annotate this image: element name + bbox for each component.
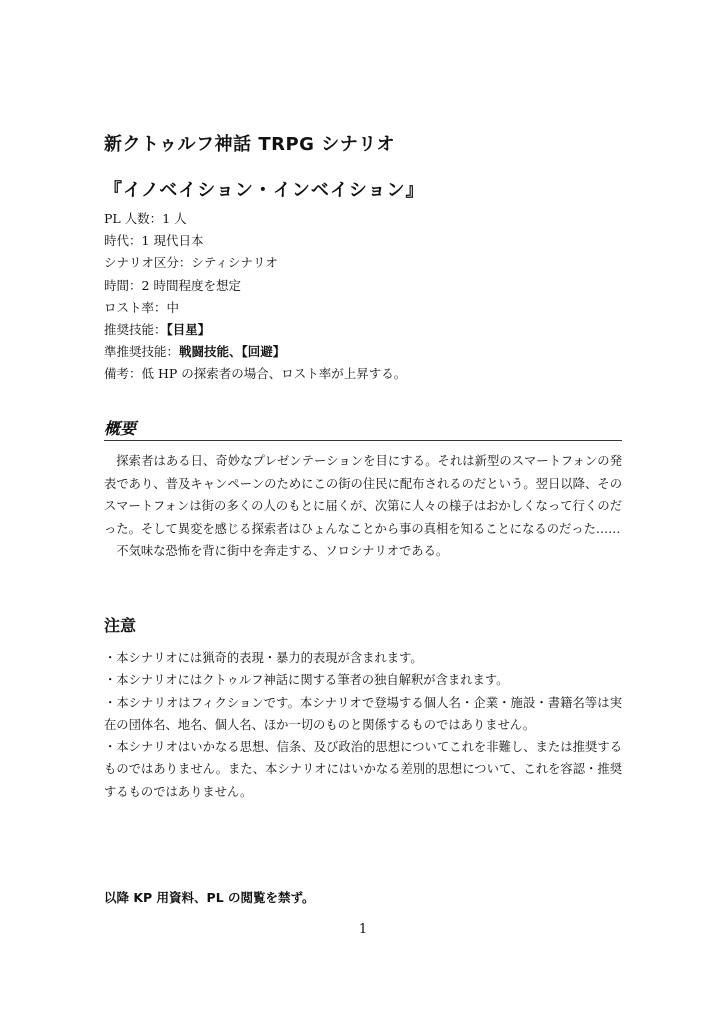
info-sub-skills-label: 準推奨技能：: [104, 344, 180, 360]
info-category-value: シティシナリオ: [191, 255, 278, 271]
overview-paragraph: 不気味な恐怖を背に街中を奔走する、ソロシナリオである。: [116, 544, 449, 558]
info-notes-label: 備考：: [104, 366, 142, 382]
overview-heading: 概要: [104, 416, 622, 441]
notice-item: ・本シナリオにはクトゥルフ神話に関する筆者の独自解釈が含まれます。: [104, 673, 509, 688]
info-recommended-skills: [104, 319, 406, 341]
notice-item: ・本シナリオはフィクションです。本シナリオで登場する個人名・企業・施設・書籍名等は実在の団体名、地名、個人名、ほか一切のものと関係するものではありません。: [104, 695, 622, 732]
kp-only-note: 以降 KP 用資料、PL の閲覧を禁ず。: [104, 890, 315, 905]
info-category-label: シナリオ区分：: [104, 255, 192, 271]
notice-heading: 注意: [104, 616, 137, 635]
info-players-value: 1 人: [162, 211, 187, 226]
info-notes: [104, 363, 406, 385]
info-lost-label: ロスト率：: [104, 299, 167, 315]
overview-section: [104, 450, 622, 563]
info-skills-label: 推奨技能：: [104, 322, 167, 338]
info-sub-recommended-skills: [104, 341, 406, 363]
info-category: [104, 252, 406, 274]
document-title: 新クトゥルフ神話 TRPG シナリオ: [104, 134, 396, 155]
info-time: [104, 275, 406, 297]
info-skills-value: 【目星】: [166, 322, 211, 338]
document-page: [104, 0, 622, 1024]
info-era-label: 時代：: [104, 233, 142, 249]
info-players-label: PL 人数：: [104, 211, 163, 226]
info-players: [104, 208, 406, 230]
info-lost-rate: [104, 297, 406, 319]
info-time-label: 時間：: [104, 277, 142, 293]
scenario-title: 『イノベイション・インベイション』: [104, 180, 425, 201]
info-time-value: 2 時間程度を想定: [141, 277, 241, 293]
info-lost-value: 中: [166, 299, 180, 315]
page-number: 1: [358, 922, 368, 937]
info-notes-value: 低 HP の探索者の場合、ロスト率が上昇する。: [141, 366, 407, 382]
overview-paragraph: 探索者はある日、奇妙なプレゼンテーションを目にする。それは新型のスマートフォンの発表であり、普及キャンペーンのためにこの街の住民に配布されるのだという。翌日以降、そのスマートフォンは街の多くの人のもとに届くが、次第に人々の様子はおかしくなって行くのだった。そして異変を感じる探索者はひょんなことから事の真相を知ることになるのだった……: [104, 454, 622, 536]
scenario-info: [104, 208, 406, 386]
info-sub-skills-value: 戦闘技能、【回避】: [179, 344, 286, 360]
info-era-value: 1 現代日本: [141, 233, 204, 249]
info-era: [104, 230, 406, 252]
notice-item: ・本シナリオには猟奇的表現・暴力的表現が含まれます。: [104, 651, 423, 665]
notice-item: ・本シナリオはいかなる思想、信条、及び政治的思想についてこれを非難し、または推奨するものではありません。また、本シナリオにはいかなる差別的思想について、これを容認・推奨するものではありません。: [104, 740, 622, 799]
notice-section: [104, 647, 622, 803]
